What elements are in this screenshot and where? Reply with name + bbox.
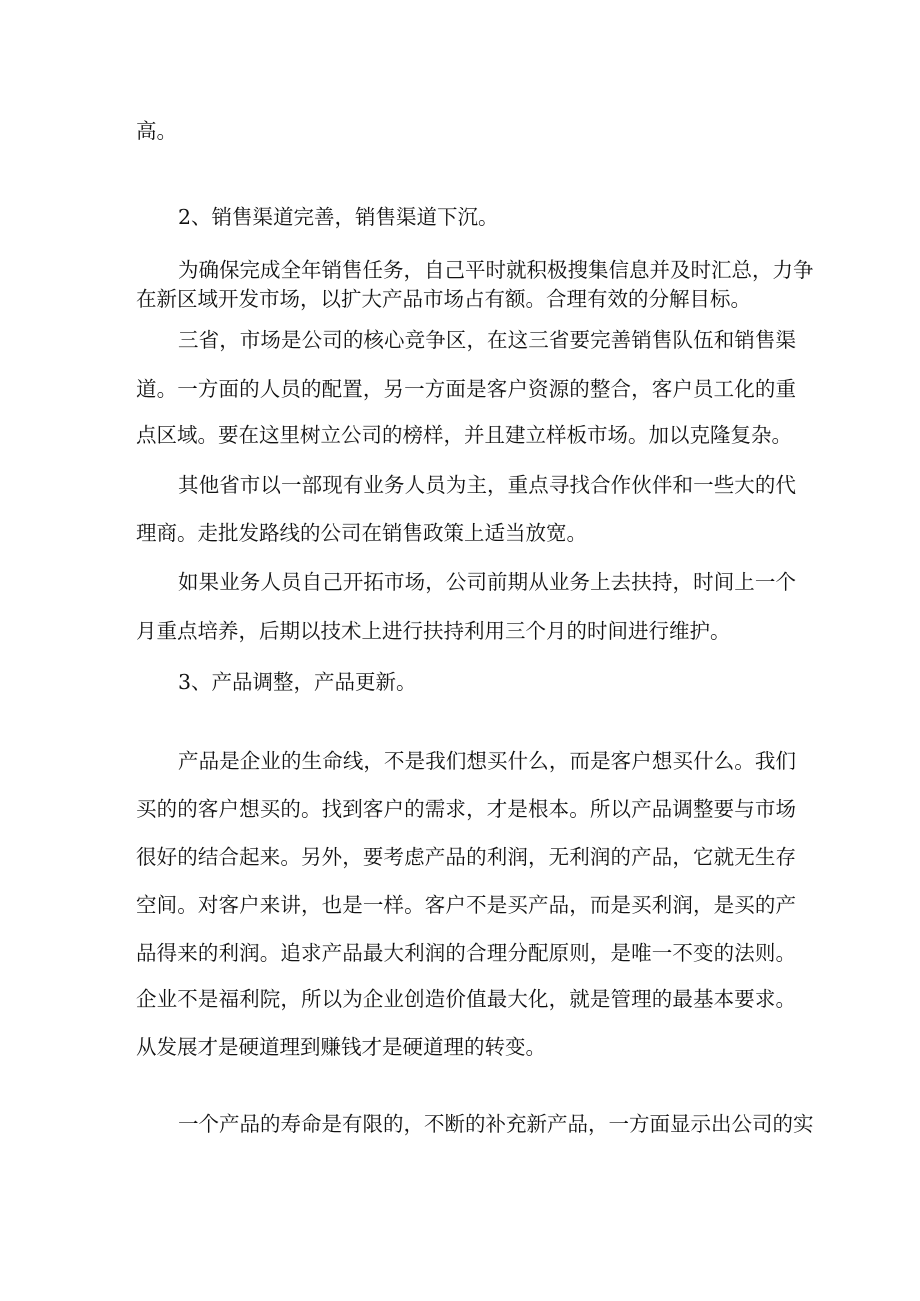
paragraph-line: 企业不是福利院，所以为企业创造价值最大化，就是管理的最基本要求。 <box>136 987 796 1011</box>
paragraph-line: 产品是企业的生命线，不是我们想买什么，而是客户想买什么。我们 <box>178 749 796 773</box>
paragraph-line: 道。一方面的人员的配置，另一方面是客户资源的整合，客户员工化的重 <box>136 377 796 401</box>
paragraph-line: 理商。走批发路线的公司在销售政策上适当放宽。 <box>136 521 587 545</box>
paragraph-line: 点区域。要在这里树立公司的榜样，并且建立样板市场。加以克隆复杂。 <box>136 423 792 447</box>
section-heading: 3、产品调整，产品更新。 <box>178 670 417 694</box>
text-line: 高。 <box>136 119 177 143</box>
paragraph-line: 为确保完成全年销售任务，自己平时就积极搜集信息并及时汇总，力争 <box>178 258 814 282</box>
paragraph-line: 在新区域开发市场，以扩大产品市场占有额。合理有效的分解目标。 <box>136 287 751 311</box>
paragraph-line: 其他省市以一部现有业务人员为主，重点寻找合作伙伴和一些大的代 <box>178 473 796 497</box>
paragraph-line: 买的的客户想买的。找到客户的需求，才是根本。所以产品调整要与市场 <box>136 797 796 821</box>
section-heading: 2、销售渠道完善，销售渠道下沉。 <box>178 205 499 229</box>
paragraph-line: 空间。对客户来讲，也是一样。客户不是买产品，而是买利润，是买的产 <box>136 893 796 917</box>
paragraph-line: 从发展才是硬道理到赚钱才是硬道理的转变。 <box>136 1035 546 1059</box>
paragraph-line: 月重点培养，后期以技术上进行扶持利用三个月的时间进行维护。 <box>136 619 731 643</box>
paragraph-line: 三省，市场是公司的核心竞争区，在这三省要完善销售队伍和销售渠 <box>178 328 796 352</box>
paragraph-line: 品得来的利润。追求产品最大利润的合理分配原则，是唯一不变的法则。 <box>136 941 796 965</box>
paragraph-line: 如果业务人员自己开拓市场，公司前期从业务上去扶持，时间上一个 <box>178 570 796 594</box>
paragraph-line: 一个产品的寿命是有限的，不断的补充新产品，一方面显示出公司的实 <box>178 1112 814 1136</box>
paragraph-line: 很好的结合起来。另外，要考虑产品的利润，无利润的产品，它就无生存 <box>136 845 796 869</box>
